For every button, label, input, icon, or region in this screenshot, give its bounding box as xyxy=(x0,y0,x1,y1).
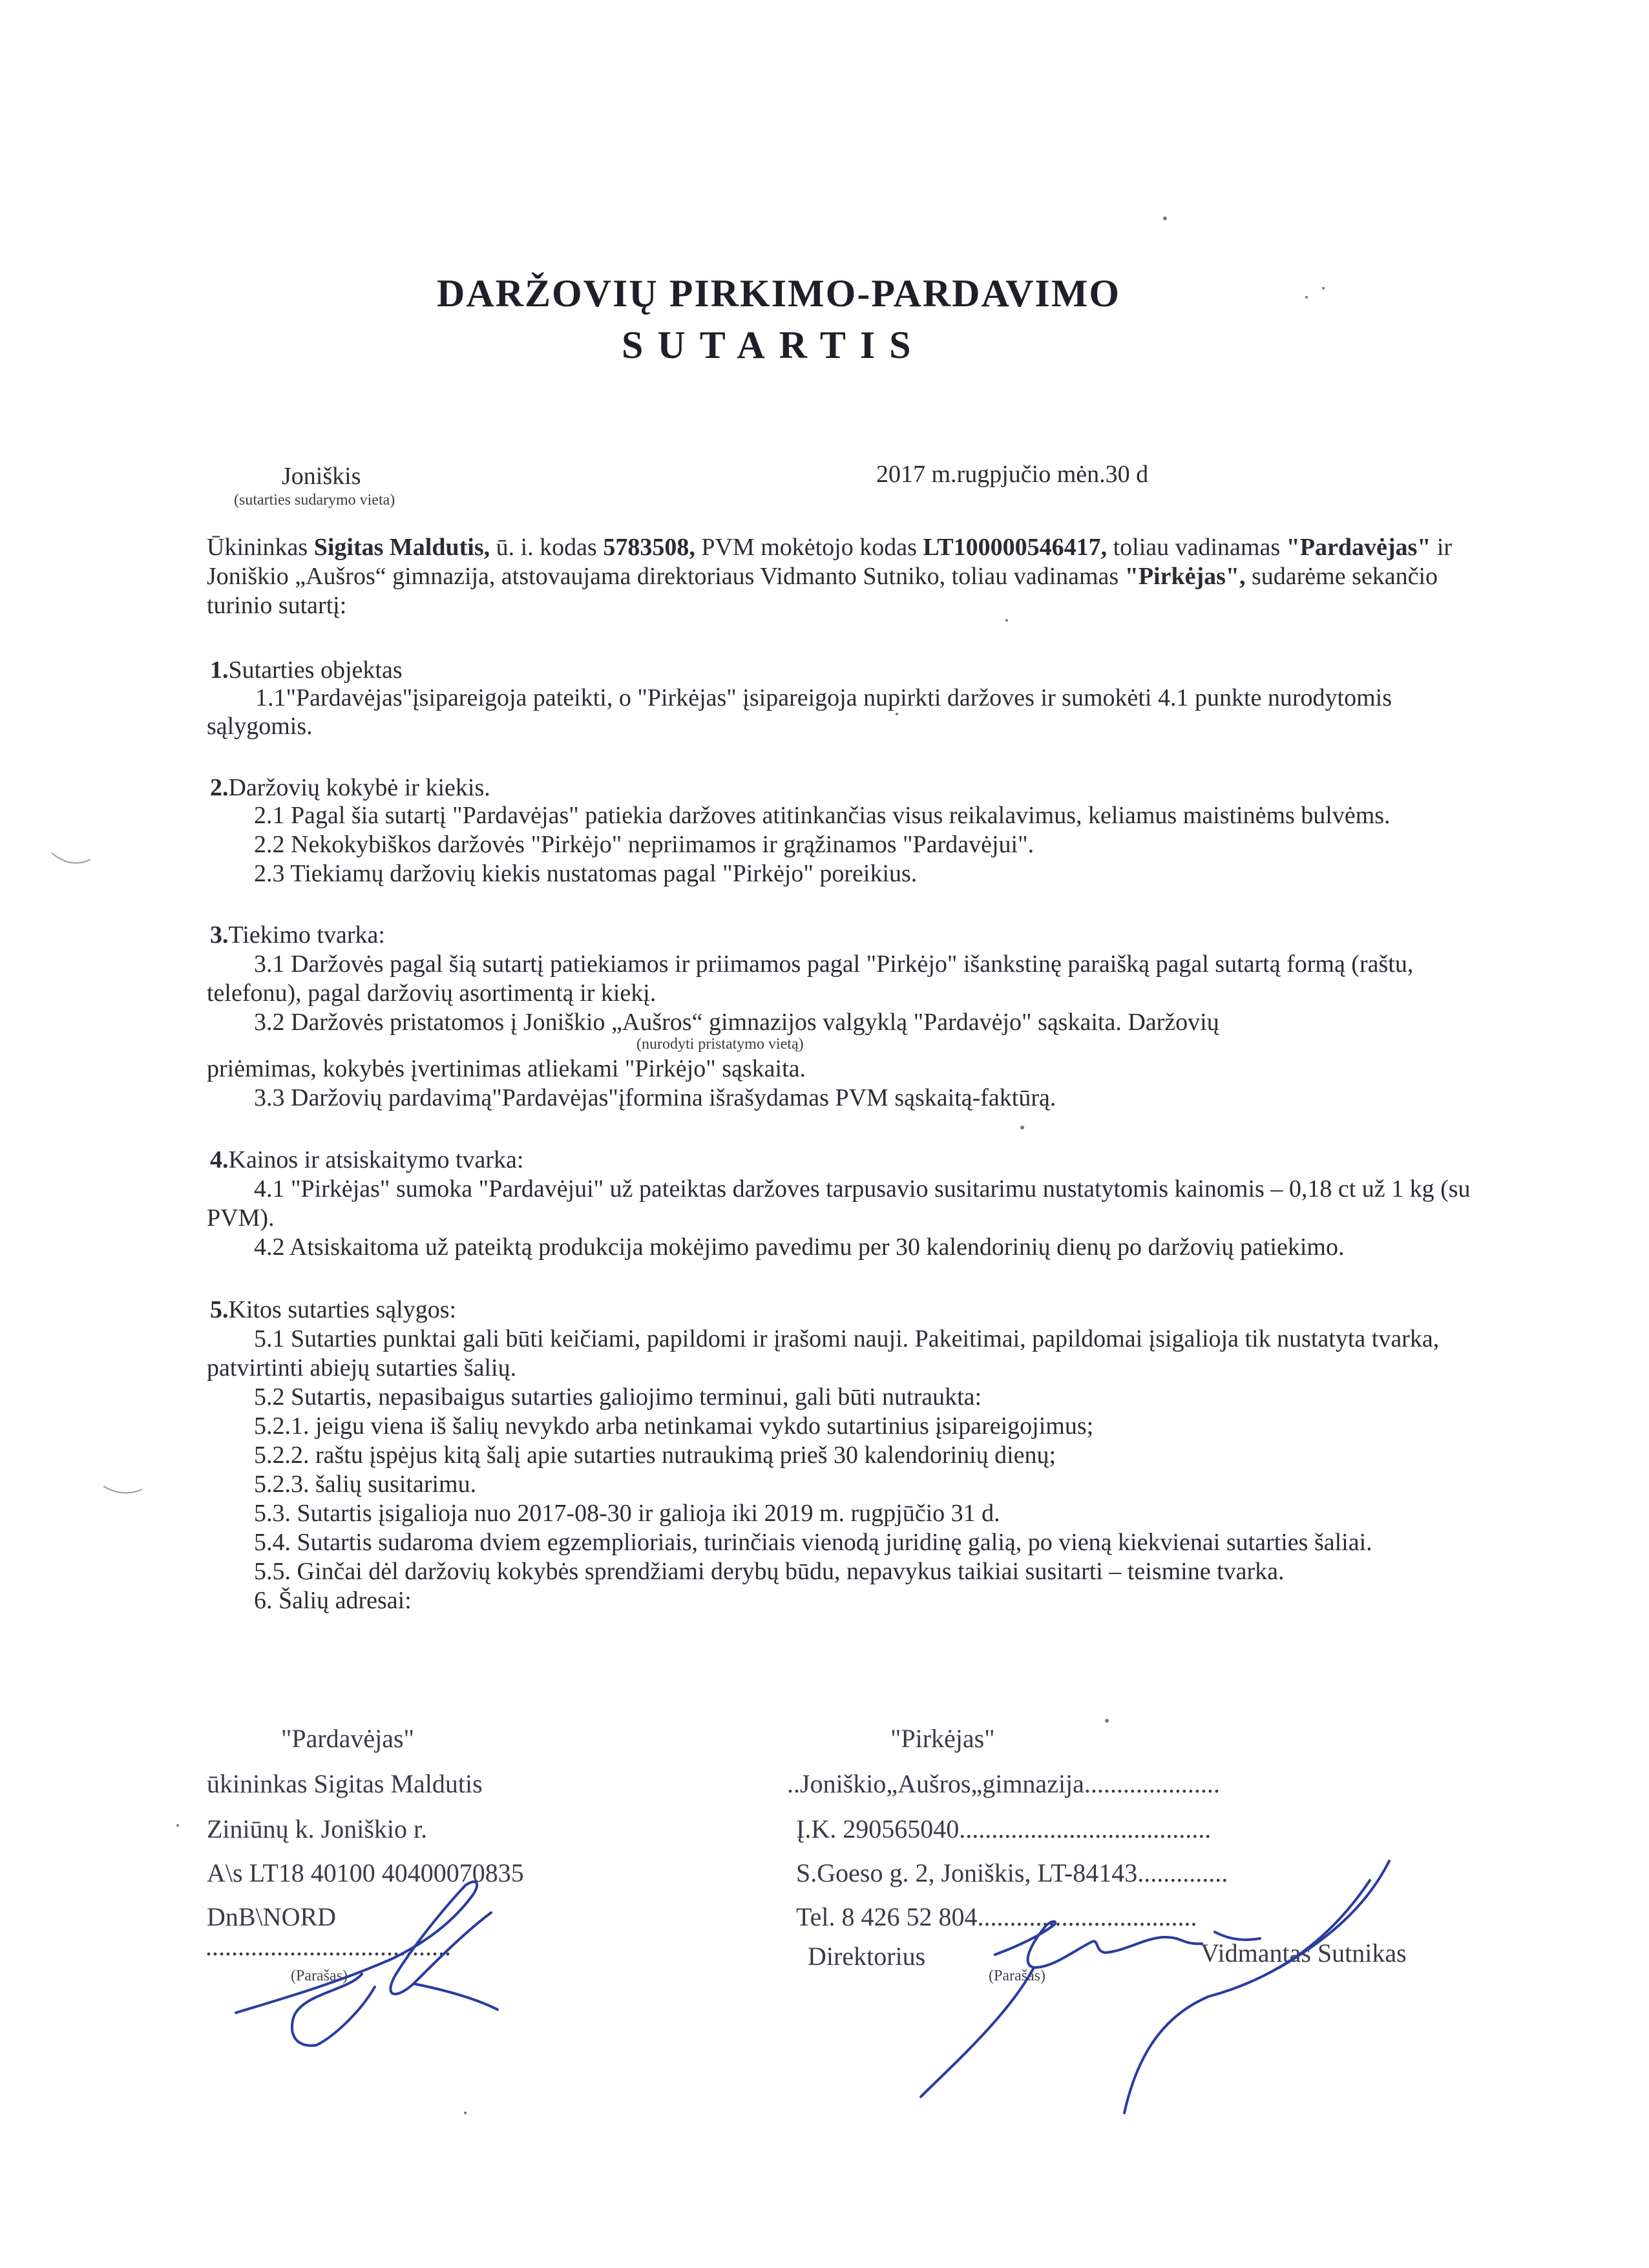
farm-code: 5783508, xyxy=(603,534,695,561)
section-3-heading: 3.Tiekimo tvarka: xyxy=(210,921,385,949)
buyer-signature-label: (Parašas) xyxy=(989,1968,1045,1984)
contract-place: Joniškis xyxy=(282,463,361,490)
document-title: DARŽOVIŲ PIRKIMO-PARDAVIMO xyxy=(437,272,1121,315)
clause-4-1-cont: PVM). xyxy=(207,1204,275,1232)
clause-6: 6. Šalių adresai: xyxy=(254,1587,412,1614)
clause-1-1: 1.1"Pardavėjas"įsipareigoja pateikti, o "Pirkėjas" įsipareigoja nupirkti daržoves ir sumokėti 4.1 punkte nurodytomis xyxy=(255,684,1392,711)
clause-5-2-1: 5.2.1. jeigu viena iš šalių nevykdo arba netinkamai vykdo sutartinius įsipareigojimus; xyxy=(254,1412,1094,1440)
clause-1-1-cont: sąlygomis. xyxy=(207,713,313,740)
buyer-role: "Pirkėjas", xyxy=(1124,563,1246,590)
clause-4-2: 4.2 Atsiskaitoma už pateiktą produkcija mokėjimo pavedimu per 30 kalendorinių dienų po daržovių patiekimo. xyxy=(254,1234,1345,1261)
clause-3-2-cont: priėmimas, kokybės įvertinimas atliekami "Pirkėjo" sąskaita. xyxy=(207,1055,806,1082)
seller-signature-line: ...................................... xyxy=(205,1932,451,1961)
clause-5-5: 5.5. Ginčai dėl daržovių kokybės sprendžiami derybų būdu, nepavykus taikiai susitarti – teismine tvarka. xyxy=(254,1558,1285,1585)
clause-5-3: 5.3. Sutartis įsigalioja nuo 2017-08-30 ir galioja iki 2019 m. rugpjūčio 31 d. xyxy=(254,1500,1000,1527)
vat-code: LT100000546417, xyxy=(923,534,1108,561)
intro-line-2: Joniškio „Aušros“ gimnazija, atstovaujama direktoriaus Vidmanto Sutniko, toliau vadinamas "Pirkėjas", sudarėme sekančio xyxy=(207,563,1438,590)
section-4-heading: 4.Kainos ir atsiskaitymo tvarka: xyxy=(210,1146,524,1173)
seller-name: Sigitas Maldutis, xyxy=(313,534,490,561)
clause-5-4: 5.4. Sutartis sudaroma dviem egzemplioriais, turinčiais vienodą juridinę galią, po vieną kiekvienai sutarties šaliai. xyxy=(254,1529,1372,1556)
clause-3-1-cont: telefonu), pagal daržovių asortimentą ir kiekį. xyxy=(207,980,656,1007)
buyer-signature-drawing xyxy=(921,1861,1389,2113)
clause-3-2-note: (nurodyti pristatymo vietą) xyxy=(636,1036,804,1053)
seller-signature-label: (Parašas) xyxy=(291,1968,348,1984)
buyer-position: Direktorius xyxy=(808,1942,926,1971)
buyer-address: S.Goeso g. 2, Joniškis, LT-84143.............. xyxy=(796,1858,1228,1887)
clause-5-1-cont: patvirtinti abiejų sutarties šalių. xyxy=(207,1354,517,1381)
clause-5-2-2: 5.2.2. raštu įspėjus kitą šalį apie sutarties nutraukimą prieš 30 kalendorinių dienų; xyxy=(254,1442,1056,1469)
clause-5-2-3: 5.2.3. šalių susitarimu. xyxy=(254,1471,477,1498)
buyer-code: Į.K. 290565040....................................... xyxy=(796,1814,1212,1843)
buyer-name-line: ..Joniškio„Aušros„gimnazija..................... xyxy=(787,1769,1220,1798)
seller-role-label: "Pardavėjas" xyxy=(281,1724,414,1753)
buyer-role-label: "Pirkėjas" xyxy=(890,1724,995,1753)
scan-specks xyxy=(176,216,1325,2114)
seller-address: Ziniūnų k. Joniškio r. xyxy=(207,1814,428,1843)
seller-name-line: ūkininkas Sigitas Maldutis xyxy=(207,1769,483,1798)
contract-place-note: (sutarties sudarymo vieta) xyxy=(234,492,395,509)
document-subtitle: SUTARTIS xyxy=(622,324,925,366)
seller-role: "Pardavėjas" xyxy=(1286,534,1431,561)
intro-line-1: Ūkininkas Sigitas Maldutis, ū. i. kodas 5783508, PVM mokėtojo kodas LT100000546417, toliau vadinamas "Pardavėjas" ir xyxy=(207,534,1453,561)
clause-3-3: 3.3 Daržovių pardavimą"Pardavėjas"įformina išrašydamas PVM sąskaitą-faktūrą. xyxy=(254,1084,1056,1111)
clause-2-1: 2.1 Pagal šia sutartį "Pardavėjas" patiekia daržoves atitinkančias visus reikalavimus, keliamus maistinėms bulvėms. xyxy=(254,802,1391,829)
clause-2-2: 2.2 Nekokybiškos daržovės "Pirkėjo" nepriimamos ir grąžinamos "Pardavėjui". xyxy=(254,831,1035,858)
clause-4-1: 4.1 "Pirkėjas" sumoka "Pardavėjui" už pateiktas daržoves tarpusavio susitarimu nustatytomis kainomis – 0,18 ct už 1 kg (su xyxy=(254,1175,1471,1202)
margin-marks xyxy=(52,853,142,1493)
clause-3-2: 3.2 Daržovės pristatomos į Joniškio „Aušros“ gimnazijos valgyklą "Pardavėjo" sąskaita. Daržovių xyxy=(254,1009,1219,1036)
section-5-heading: 5.Kitos sutarties sąlygos: xyxy=(210,1296,457,1323)
clause-2-3: 2.3 Tiekiamų daržovių kiekis nustatomas pagal "Pirkėjo" poreikius. xyxy=(254,860,918,887)
buyer-director-name: Vidmantas Sutnikas xyxy=(1201,1938,1407,1968)
clause-5-1: 5.1 Sutarties punktai gali būti keičiami, papildomi ir įrašomi nauji. Pakeitimai, papildomai įsigalioja tik nustatyta tvarka, xyxy=(254,1325,1440,1352)
clause-5-2: 5.2 Sutartis, nepasibaigus sutarties galiojimo terminui, gali būti nutraukta: xyxy=(254,1383,982,1411)
seller-account: A\s LT18 40100 40400070835 xyxy=(207,1858,524,1887)
contract-date: 2017 m.rugpjučio mėn.30 d xyxy=(876,461,1149,488)
seller-signature-drawing xyxy=(236,1882,498,2046)
clause-3-1: 3.1 Daržovės pagal šią sutartį patiekiamos ir priimamos pagal "Pirkėjo" išankstinę paraišką pagal sutartą formą (raštu, xyxy=(254,950,1414,978)
seller-bank: DnB\NORD xyxy=(207,1902,337,1931)
intro-line-3: turinio sutartį: xyxy=(207,592,347,619)
section-2-heading: 2.Daržovių kokybė ir kiekis. xyxy=(210,774,490,801)
section-1-heading: 1.Sutarties objektas xyxy=(210,656,403,684)
buyer-phone: Tel. 8 426 52 804.................................. xyxy=(796,1902,1197,1931)
